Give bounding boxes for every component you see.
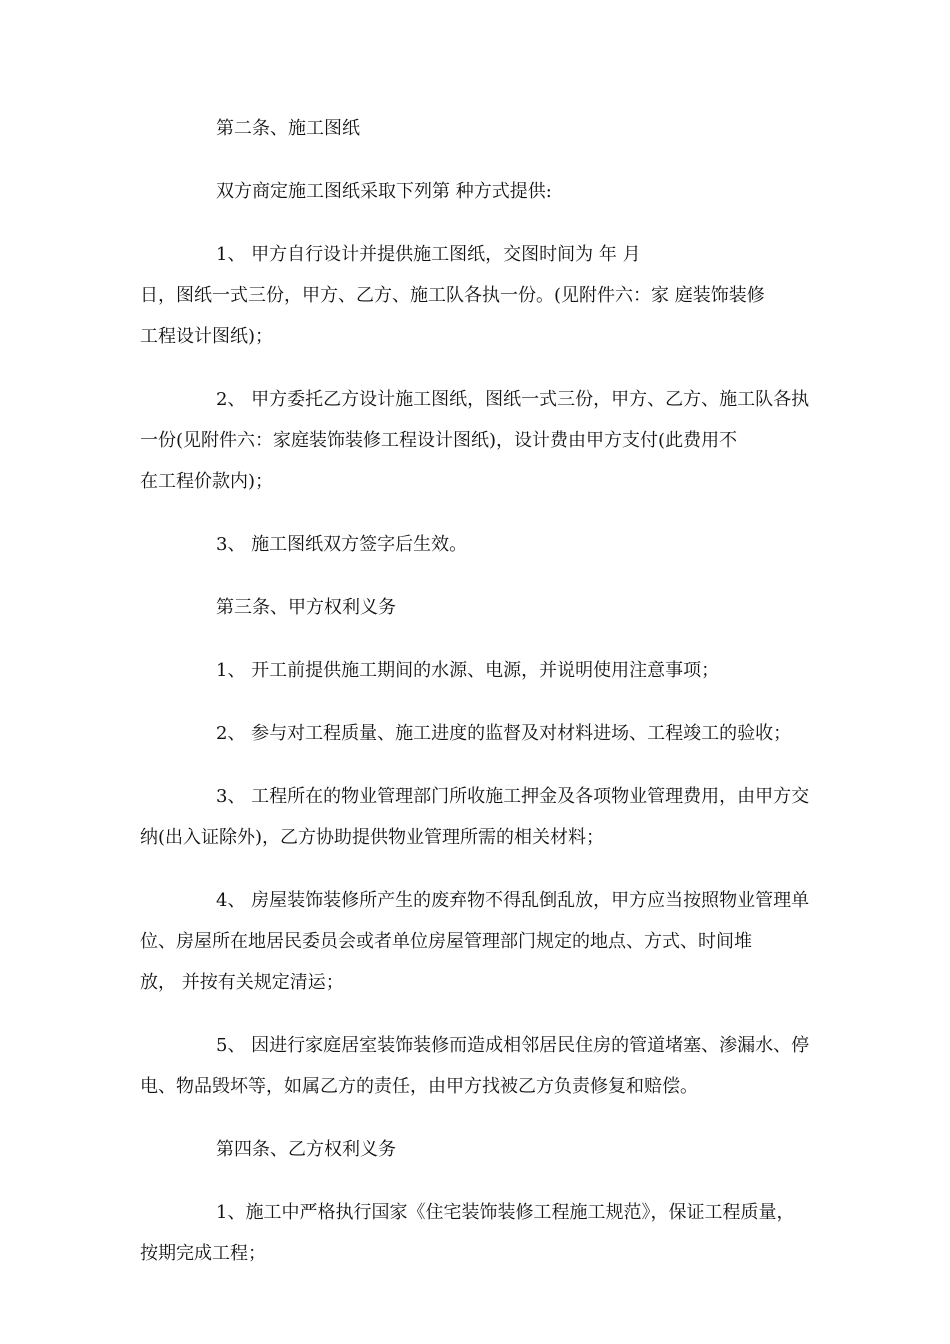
text-line: 纳(出入证除外)，乙方协助提供物业管理所需的相关材料； bbox=[140, 827, 605, 848]
text-line: 3、 工程所在的物业管理部门所收施工押金及各项物业管理费用，由甲方交 bbox=[216, 786, 810, 807]
text-line: 2、 甲方委托乙方设计施工图纸，图纸一式三份，甲方、乙方、施工队各执 bbox=[216, 389, 810, 410]
paragraph-party-a-4 bbox=[140, 880, 824, 1003]
heading-article-4 bbox=[140, 1129, 824, 1170]
text-line: 4、 房屋装饰装修所产生的废弃物不得乱倒乱放，甲方应当按照物业管理单 bbox=[216, 890, 810, 911]
text-line: 位、房屋所在地居民委员会或者单位房屋管理部门规定的地点、方式、时间堆 bbox=[140, 931, 752, 952]
paragraph-item-3 bbox=[140, 524, 824, 565]
text-line: 1、 开工前提供施工期间的水源、电源，并说明使用注意事项； bbox=[216, 660, 720, 681]
text-line: 3、 施工图纸双方签字后生效。 bbox=[216, 534, 468, 555]
document-body bbox=[140, 108, 824, 1296]
text-line: 第四条、乙方权利义务 bbox=[216, 1139, 396, 1160]
text-line: 工程设计图纸)； bbox=[140, 326, 274, 347]
text-line: 在工程价款内)； bbox=[140, 471, 274, 492]
text-line: 双方商定施工图纸采取下列第 种方式提供: bbox=[216, 181, 552, 202]
text-line: 日，图纸一式三份，甲方、乙方、施工队各执一份。(见附件六：家 庭装饰装修 bbox=[140, 285, 765, 306]
text-line: 按期完成工程； bbox=[140, 1243, 266, 1264]
text-line: 2、 参与对工程质量、施工进度的监督及对材料进场、工程竣工的验收； bbox=[216, 723, 792, 744]
paragraph-party-a-2 bbox=[140, 713, 824, 754]
text-line: 电、物品毁坏等，如属乙方的责任，由甲方找被乙方负责修复和赔偿。 bbox=[140, 1076, 698, 1097]
paragraph-item-2 bbox=[140, 379, 824, 502]
paragraph-item-1 bbox=[140, 234, 824, 357]
text-line: 1、施工中严格执行国家《住宅装饰装修工程施工规范》，保证工程质量， bbox=[216, 1202, 795, 1223]
paragraph-party-a-3 bbox=[140, 776, 824, 858]
paragraph-drawing-method bbox=[140, 171, 824, 212]
text-line: 第三条、甲方权利义务 bbox=[216, 597, 396, 618]
paragraph-party-a-5 bbox=[140, 1025, 824, 1107]
paragraph-party-a-1 bbox=[140, 650, 824, 691]
text-line: 放， 并按有关规定清运； bbox=[140, 972, 344, 993]
heading-article-3 bbox=[140, 587, 824, 628]
text-line: 5、 因进行家庭居室装饰装修而造成相邻居民住房的管道堵塞、渗漏水、停 bbox=[216, 1035, 810, 1056]
heading-article-2 bbox=[140, 108, 824, 149]
paragraph-party-b-1 bbox=[140, 1192, 824, 1274]
text-line: 一份(见附件六：家庭装饰装修工程设计图纸)，设计费由甲方支付(此费用不 bbox=[140, 430, 738, 451]
text-line: 第二条、施工图纸 bbox=[216, 118, 360, 139]
text-line: 1、 甲方自行设计并提供施工图纸，交图时间为 年 月 bbox=[216, 244, 641, 265]
